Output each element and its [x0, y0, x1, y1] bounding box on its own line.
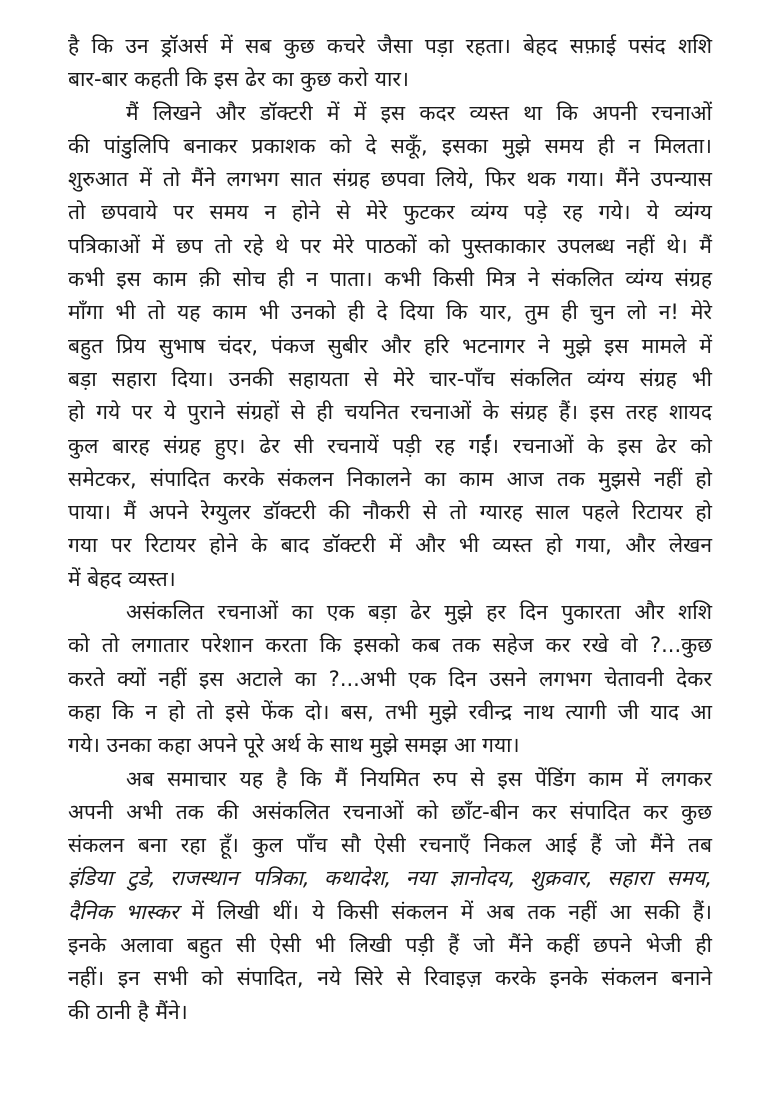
text-line: इनके अलावा बहुत सी ऐसी भी लिखी पड़ी हैं जो मैंने कहीं छपने भेजी ही — [68, 933, 712, 958]
text-line: में बेहद व्यस्त। — [68, 566, 176, 591]
text-line: को तो लगातार परेशान करता कि इसको कब तक सहेज कर रखे वो ?...कुछ — [68, 633, 712, 658]
text-span: में लिखी थीं। ये किसी संकलन में अब तक नहीं आ सकी हैं। — [178, 899, 712, 924]
text-line: अपनी अभी तक की असंकलित रचनाओं को छाँट-बीन कर संपादित कर कुछ — [68, 799, 712, 824]
text-line: संकलन बना रहा हूँ। कुल पाँच सौ ऐसी रचनाएँ निकल आई हैं जो मैंने तब — [68, 833, 712, 858]
text-line: समेटकर, संपादित करके संकलन निकालने का काम आज तक मुझसे नहीं हो — [68, 466, 712, 491]
text-line: मैं लिखने और डॉक्टरी में में इस कदर व्यस्त था कि अपनी रचनाओं — [126, 100, 712, 125]
text-line: शुरुआत में तो मैंने लगभग सात संग्रह छपवा लिये, फिर थक गया। मैंने उपन्यास — [68, 167, 712, 192]
text-line: नहीं। इन सभी को संपादित, नये सिरे से रिवाइज़ करके इनके संकलन बनाने — [68, 966, 712, 991]
magazine-name: दैनिक भास्कर — [68, 899, 179, 924]
text-line: करते क्यों नहीं इस अटाले का ?...अभी एक दिन उसने लगभग चेतावनी देकर — [68, 666, 712, 691]
text-line: की पांडुलिपि बनाकर प्रकाशक को दे सकूँ, इसका मुझे समय ही न मिलता। — [68, 133, 712, 158]
text-line: है कि उन ड्रॉअर्स में सब कुछ कचरे जैसा पड़ा रहता। बेहद सफ़ाई पसंद शशि — [68, 34, 712, 58]
text-line: असंकलित रचनाओं का एक बड़ा ढेर मुझे हर दिन पुकारता और शशि — [126, 600, 712, 625]
magazine-names-line: इंडिया टुडे, राजस्थान पत्रिका, कथादेश, नया ज्ञानोदय, शुक्रवार, सहारा समय, — [68, 866, 712, 891]
text-line: माँगा भी तो यह काम भी उनको ही दे दिया कि यार, तुम ही चुन लो न! मेरे — [68, 300, 712, 325]
text-line: अब समाचार यह है कि मैं नियमित रुप से इस पेंडिंग काम में लगकर — [126, 766, 712, 791]
text-line: बहुत प्रिय सुभाष चंदर, पंकज सुबीर और हरि भटनागर ने मुझे इस मामले में — [68, 333, 712, 358]
text-line: कहा कि न हो तो इसे फेंक दो। बस, तभी मुझे रवीन्द्र नाथ त्यागी जी याद आ — [68, 699, 712, 724]
text-line: बड़ा सहारा दिया। उनकी सहायता से मेरे चार-पाँच संकलित व्यंग्य संग्रह भी — [68, 366, 712, 391]
text-line: पत्रिकाओं में छप तो रहे थे पर मेरे पाठकों को पुस्तकाकार उपलब्ध नहीं थे। मैं — [68, 233, 712, 258]
paragraph-1 — [68, 30, 712, 97]
text-line: कुल बारह संग्रह हुए। ढेर सी रचनायें पड़ी रह गईं। रचनाओं के इस ढेर को — [68, 433, 712, 458]
text-line: हो गये पर ये पुराने संग्रहों से ही चयनित रचनाओं के संग्रह हैं। इस तरह शायद — [68, 400, 712, 425]
paragraph-3 — [68, 596, 712, 762]
text-line: बार-बार कहती कि इस ढेर का कुछ करो यार। — [68, 67, 409, 92]
document-page — [68, 30, 712, 1029]
paragraph-2 — [68, 97, 712, 596]
text-line — [68, 896, 712, 929]
text-line: तो छपवाये पर समय न होने से मेरे फुटकर व्यंग्य पड़े रह गये। ये व्यंग्य — [68, 200, 712, 225]
paragraph-4 — [68, 763, 712, 1029]
text-line: पाया। मैं अपने रेग्युलर डॉक्टरी की नौकरी से तो ग्यारह साल पहले रिटायर हो — [68, 500, 712, 525]
text-line: गये। उनका कहा अपने पूरे अर्थ के साथ मुझे समझ आ गया। — [68, 733, 520, 758]
text-line: की ठानी है मैंने। — [68, 999, 188, 1024]
text-line: गया पर रिटायर होने के बाद डॉक्टरी में और भी व्यस्त हो गया, और लेखन — [68, 533, 712, 558]
text-line: कभी इस काम क़ी सोच ही न पाता। कभी किसी मित्र ने संकलित व्यंग्य संग्रह — [68, 267, 712, 292]
